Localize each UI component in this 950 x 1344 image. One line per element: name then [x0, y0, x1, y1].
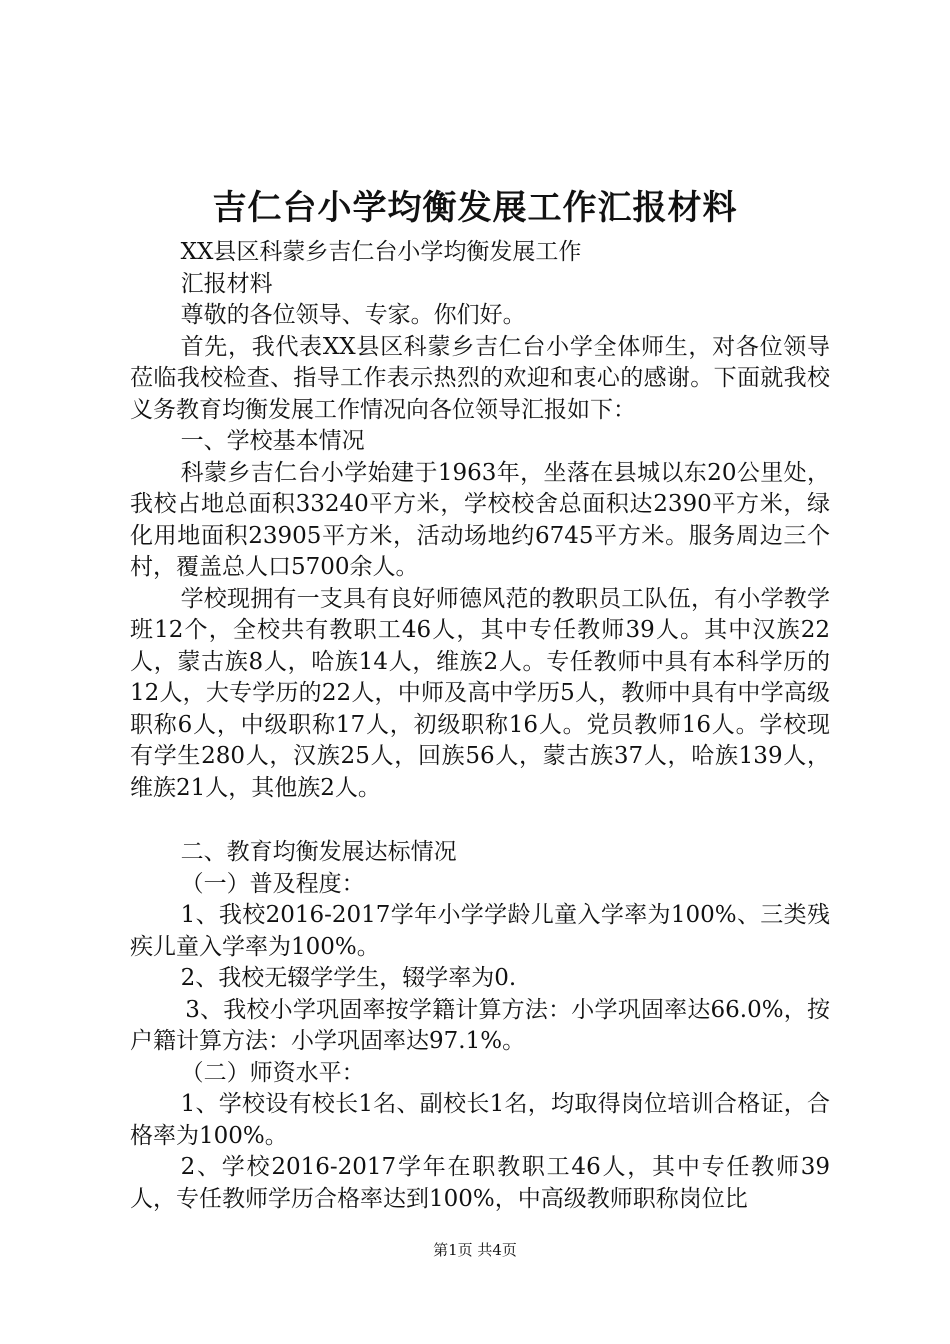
document-body: [130, 237, 830, 1215]
paragraph-gap: [130, 804, 830, 837]
teachers-paragraph: 2、学校2016-2017学年在职教职工46人，其中专任教师39人，专任教师学历合格率达到100%，中高级教师职称岗位比: [130, 1154, 830, 1212]
intro-paragraph: 首先，我代表XX县区科蒙乡吉仁台小学全体师生，对各位领导莅临我校检查、指导工作表示热烈的欢迎和衷心的感谢。下面就我校义务教育均衡发展工作情况向各位领导汇报如下：: [130, 333, 830, 423]
enrollment-paragraph: 1、我校2016-2017学年小学学龄儿童入学率为100%、三类残疾儿童入学率为100%。: [130, 902, 830, 960]
staff-info-paragraph: 学校现拥有一支具有良好师德风范的教职员工队伍，有小学教学班12个，全校共有教职工46人，其中专任教师39人。其中汉族22人，蒙古族8人，哈族14人，维族2人。专任教师中具有本科学历的12人，大专学历的22人，中师及高中学历5人，教师中具有中学高级职称6人，中级职称17人，初级职称16人。党员教师16人。学校现有学生280人，汉族25人，回族56人，蒙古族37人，哈族139人，维族21人，其他族2人。: [130, 585, 830, 801]
dropout-paragraph: 2、我校无辍学学生，辍学率为0.: [180, 965, 517, 991]
greeting-paragraph: 尊敬的各位领导、专家。你们好。: [180, 302, 526, 328]
document-title: 吉仁台小学均衡发展工作汇报材料: [212, 188, 738, 228]
principal-paragraph: 1、学校设有校长1名、副校长1名，均取得岗位培训合格证，合格率为100%。: [130, 1091, 830, 1149]
heading-line-1: XX县区科蒙乡吉仁台小学均衡发展工作: [180, 239, 582, 265]
page-number-footer: 第1页 共4页: [433, 1241, 517, 1259]
section-heading-2: 二、教育均衡发展达标情况: [180, 839, 457, 865]
retention-paragraph: 3、我校小学巩固率按学籍计算方法：小学巩固率达66.0%，按户籍计算方法：小学巩固率达97.1%。: [130, 996, 830, 1054]
subsection-heading-2: （二）师资水平：: [180, 1059, 365, 1086]
heading-line-2: 汇报材料: [180, 270, 273, 297]
school-info-paragraph: 科蒙乡吉仁台小学始建于1963年，坐落在县城以东20公里处，我校占地总面积33240平方米，学校校舍总面积达2390平方米，绿化用地面积23905平方米，活动场地约6745平方米。服务周边三个村，覆盖总人口5700余人。: [130, 459, 830, 580]
subsection-heading-1: （一）普及程度：: [180, 870, 365, 897]
section-heading-1: 一、学校基本情况: [180, 428, 365, 454]
